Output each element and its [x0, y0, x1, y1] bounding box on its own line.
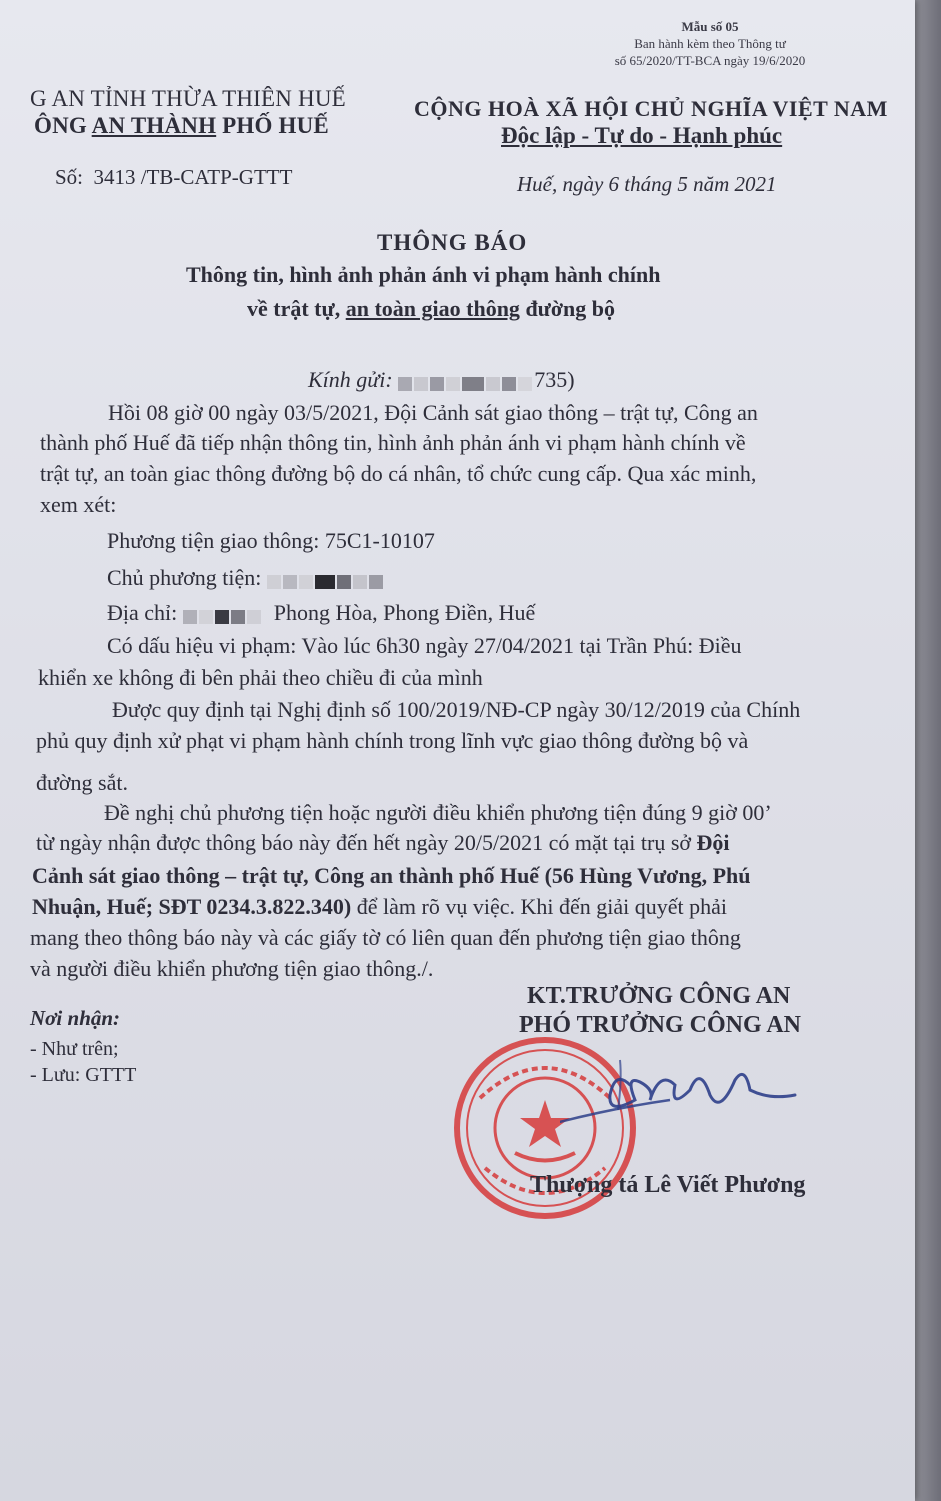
- agency-name-underlined: AN THÀNH: [91, 113, 217, 138]
- vehicle-plate: Phương tiện giao thông: 75C1-10107: [107, 528, 435, 553]
- address-line: [107, 600, 535, 628]
- address-label: Địa chỉ:: [107, 600, 178, 625]
- paragraph-line: Được quy định tại Nghị định số 100/2019/NĐ-CP ngày 30/12/2019 của Chính: [112, 697, 801, 722]
- agency-name-suffix: PHỐ HUẾ: [216, 113, 329, 138]
- nation-name: CỘNG HOÀ XÃ HỘI CHỦ NGHĨA VIỆT NAM: [414, 96, 888, 121]
- paragraph-line: Đề nghị chủ phương tiện hoặc người điều khiển phương tiện đúng 9 giờ 00’: [104, 800, 772, 825]
- agency-name: [34, 113, 329, 139]
- recipients-heading: Nơi nhận:: [30, 1006, 121, 1030]
- handwritten-signature-icon: [560, 1040, 800, 1150]
- form-circular: số 65/2020/TT-BCA ngày 19/6/2020: [614, 53, 806, 68]
- signature-title-line1: KT.TRƯỞNG CÔNG AN: [527, 983, 791, 1009]
- subtitle-part-c: đường bộ: [519, 296, 616, 321]
- paragraph-line: thành phố Huế đã tiếp nhận thông tin, hình ảnh phản ánh vi phạm hành chính về: [40, 430, 746, 455]
- paragraph-line: đường sắt.: [36, 770, 128, 795]
- agency-name-prefix: ÔNG: [34, 113, 92, 138]
- address-value: Phong Hòa, Phong Điền, Huế: [273, 600, 536, 625]
- document-date: Huế, ngày 6 tháng 5 năm 2021: [517, 172, 777, 196]
- recipient-item: - Lưu: GTTT: [30, 1064, 137, 1086]
- redacted-addressee: [398, 369, 534, 395]
- addressee-tail: 735): [534, 367, 575, 392]
- paragraph-line: khiển xe không đi bên phải theo chiều đi của mình: [38, 665, 483, 690]
- agency-parent: G AN TỈNH THỪA THIÊN HUẾ: [30, 86, 346, 111]
- paragraph-line: [32, 863, 751, 889]
- paragraph-line: Hồi 08 giờ 00 ngày 03/5/2021, Đội Cảnh sát giao thông – trật tự, Công an: [108, 400, 758, 425]
- paragraph-line: trật tự, an toàn giac thông đường bộ do cá nhân, tổ chức cung cấp. Qua xác minh,: [40, 461, 757, 486]
- paragraph-line: [32, 894, 727, 920]
- redacted-address: [183, 602, 263, 628]
- req-text: để làm rõ vụ việc. Khi đến giải quyết phải: [351, 894, 727, 919]
- addressee-line: [308, 367, 575, 395]
- req-bold: Nhuận, Huế; SĐT 0234.3.822.340): [32, 894, 352, 919]
- subtitle-part-a: về trật tự,: [247, 296, 346, 321]
- owner-label: Chủ phương tiện:: [107, 565, 262, 590]
- reference-number: [55, 165, 292, 190]
- form-number: Mẫu số 05: [681, 19, 739, 34]
- paragraph-line: [36, 830, 730, 856]
- paragraph-line: Có dấu hiệu vi phạm: Vào lúc 6h30 ngày 27/04/2021 tại Trần Phú: Điều: [107, 633, 742, 658]
- document-title: THÔNG BÁO: [377, 230, 528, 255]
- owner-line: [107, 565, 385, 593]
- signer-name: Thượng tá Lê Viết Phương: [530, 1172, 806, 1198]
- subtitle-part-b: an toàn giao thông: [345, 296, 520, 321]
- paragraph-line: mang theo thông báo này và các giấy tờ có liên quan đến phương tiện giao thông: [30, 925, 741, 950]
- addressee-label: Kính gửi:: [308, 367, 393, 392]
- form-info: [560, 18, 860, 69]
- nation-motto: Độc lập - Tự do - Hạnh phúc: [501, 123, 783, 148]
- req-bold: Đội: [696, 830, 730, 855]
- redacted-owner: [267, 567, 385, 593]
- reference-value: 3413 /TB-CATP-GTTT: [93, 165, 293, 189]
- signature-title-line2: PHÓ TRƯỞNG CÔNG AN: [519, 1012, 802, 1038]
- form-issued-by: Ban hành kèm theo Thông tư: [634, 36, 786, 51]
- paragraph-line: phủ quy định xử phạt vi phạm hành chính trong lĩnh vực giao thông đường bộ và: [36, 728, 749, 753]
- paragraph-line: và người điều khiển phương tiện giao thông./.: [30, 956, 434, 981]
- recipient-item: - Như trên;: [30, 1038, 119, 1060]
- paragraph-line: xem xét:: [40, 492, 117, 517]
- document-subtitle-line2: [247, 296, 615, 322]
- req-bold: Cảnh sát giao thông – trật tự, Công an thành phố Huế (56 Hùng Vương, Phú: [32, 863, 751, 888]
- reference-label: Số:: [55, 165, 84, 189]
- document-subtitle-line1: Thông tin, hình ảnh phản ánh vi phạm hành chính: [186, 262, 661, 287]
- req-text: từ ngày nhận được thông báo này đến hết ngày 20/5/2021 có mặt tại trụ sở: [36, 830, 697, 855]
